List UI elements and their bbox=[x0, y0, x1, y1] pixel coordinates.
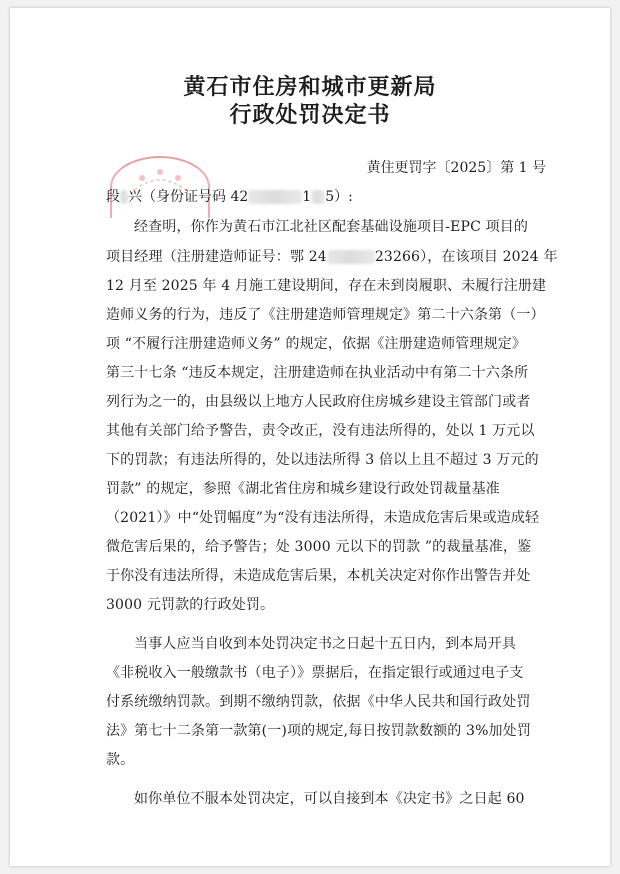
body-line-13: 于你没有违法所得，未造成危害后果，本机关决定对你作出警告并处 bbox=[106, 568, 531, 584]
addressee-id-end: 5）: bbox=[325, 189, 353, 205]
addressee-line bbox=[106, 188, 353, 206]
addressee-id-mid: 1 bbox=[302, 189, 312, 205]
redacted-area bbox=[248, 190, 302, 204]
addressee-name-start: 段 bbox=[106, 189, 120, 205]
body-line-2-start: 项目经理（注册建造师证号：鄂 24 bbox=[106, 249, 327, 265]
body-line-12: 微危害后果的，给予警告；处 3000 元以下的罚款 ”的裁量基准，鉴 bbox=[106, 539, 532, 555]
body-line-6: 第三十七条 “违反本规定，注册建造师在执业活动中有第二十六条所 bbox=[106, 365, 529, 381]
body-line-10: 罚款” 的规定，参照《湖北省住房和城乡建设行政处罚裁量基准 bbox=[106, 481, 500, 497]
redacted-area bbox=[311, 190, 325, 204]
body-line-2 bbox=[106, 248, 558, 266]
body-line-17: 付系统缴纳罚款。到期不缴纳罚款，依据《中华人民共和国行政处罚 bbox=[106, 694, 531, 710]
body-line-15: 当事人应当自收到本处罚决定书之日起十五日内，到本局开具 bbox=[134, 636, 517, 652]
document-page bbox=[10, 8, 610, 866]
document-number: 黄住更罚字〔2025〕第 1 号 bbox=[366, 160, 546, 176]
body-line-14: 3000 元罚款的行政处罚。 bbox=[106, 597, 275, 613]
redacted-area bbox=[327, 250, 375, 264]
body-line-16: 《非税收入一般缴款书（电子）》票据后，在指定银行或通过电子支 bbox=[106, 665, 524, 681]
red-seal-stamp bbox=[110, 156, 210, 218]
redacted-area bbox=[120, 190, 128, 204]
body-line-2-end: 23266），在该项目 2024 年 bbox=[374, 249, 558, 265]
body-line-9: 下的罚款；有违法所得的，处以违法所得 3 倍以上且不超过 3 万元的 bbox=[106, 452, 539, 468]
addressee-name-end: 兴（身份证号码 42 bbox=[128, 189, 249, 205]
body-line-7: 列行为之一的，由县级以上地方人民政府住房城乡建设主管部门或者 bbox=[106, 394, 531, 410]
document-title-line1: 黄石市住房和城市更新局 bbox=[183, 74, 437, 100]
body-line-18: 法》第七十二条第一款第(一)项的规定,每日按罚款数额的 3%加处罚 bbox=[106, 723, 531, 739]
body-line-4: 造师义务的行为，违反了《注册建造师管理规定》第二十六条第（一） bbox=[106, 307, 545, 323]
body-line-8: 其他有关部门给予警告，责令改正，没有违法所得的，处以 1 万元以 bbox=[106, 423, 535, 439]
body-line-11: （2021）》中“处罚幅度”为“没有违法所得，未造成危害后果或造成轻 bbox=[106, 510, 540, 526]
body-line-3: 12 月至 2025 年 4 月施工建设期间，存在未到岗履职、未履行注册建 bbox=[106, 278, 547, 294]
body-line-19: 款。 bbox=[106, 752, 135, 768]
body-line-5: 项 “不履行注册建造师义务” 的规定，依据《注册建造师管理规定》 bbox=[106, 336, 527, 352]
body-line-20: 如你单位不服本处罚决定，可以自接到本《决定书》之日起 60 bbox=[134, 791, 525, 807]
body-line-1: 经查明，你作为黄石市江北社区配套基础设施项目-EPC 项目的 bbox=[134, 219, 529, 235]
document-title-line2: 行政处罚决定书 bbox=[229, 102, 391, 128]
